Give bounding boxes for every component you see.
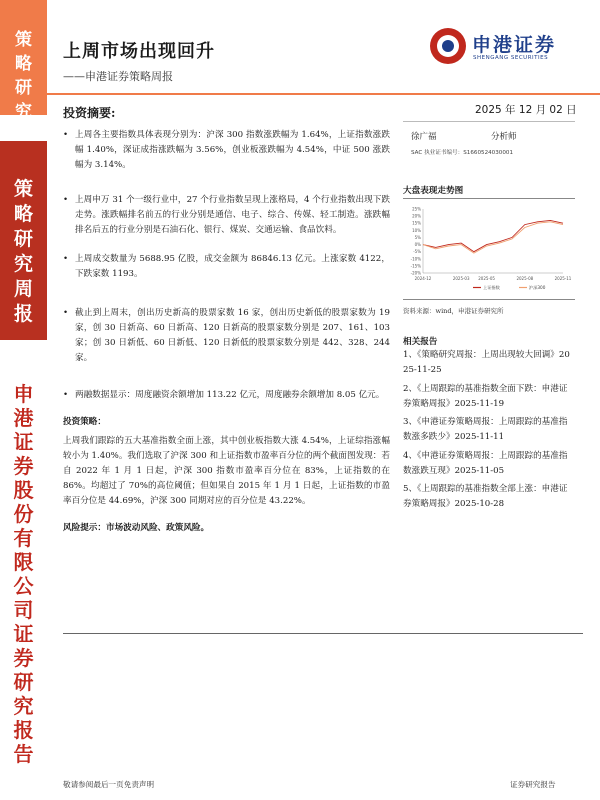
- market-chart: [403, 203, 575, 295]
- sidebar-char: 告: [13, 742, 34, 766]
- y-tick-label: 5%: [414, 234, 421, 240]
- related-reports-list: [403, 348, 575, 516]
- y-tick-label: 25%: [412, 206, 421, 212]
- chart-top-rule: [403, 198, 575, 199]
- sidebar-char: 股: [13, 478, 34, 502]
- abstract-bullet: • 上周各主要指数具体表现分别为：沪深 300 指数涨跌幅为 1.64%，上证指数涨跌幅 1.40%，深证成指涨跌幅为 3.56%，创业板涨跌幅为 4.54%，中证 500 涨跌幅为 3.14%。: [63, 128, 390, 173]
- y-tick-label: 15%: [412, 220, 421, 226]
- abstract-bullet: • 上周成交数量为 5688.95 亿股，成交金额为 86846.13 亿元。上涨家数 4122，下跌家数 1193。: [63, 252, 390, 282]
- sidebar-char: 有: [13, 526, 34, 550]
- report-title: 上周市场出现回升: [63, 41, 215, 62]
- y-tick-label: 10%: [412, 227, 421, 233]
- abstract-title: 投资摘要:: [63, 106, 116, 120]
- header-divider: [47, 93, 600, 95]
- abstract-bullet: • 截止到上周末，创出历史新高的股票家数 16 家，创出历史新低的股票家数为 19 家，创 30 日新高、60 日新高、120 日新高的股票家数分别是 207、161、103 家；创 30 日新低、60 日新低、120 日新低的股票家数分别是 442、328、244 家。: [63, 306, 390, 366]
- analyst-role: 分析师: [491, 132, 517, 142]
- logo-name: 申港证券: [472, 34, 557, 56]
- sidebar-char: 略: [15, 54, 32, 74]
- y-tick-label: 0%: [414, 242, 421, 248]
- disclaimer-note: 敬请参阅最后一页免责声明: [63, 780, 155, 789]
- sidebar-char: 研: [15, 78, 32, 98]
- sidebar-char: 证: [13, 430, 34, 454]
- logo-mark-icon: [430, 28, 466, 64]
- y-tick-label: -5%: [413, 249, 421, 255]
- abstract-body: [63, 128, 390, 536]
- company-logo: [430, 26, 578, 70]
- x-tick-label: 2025-11: [554, 276, 572, 281]
- y-tick-label: -15%: [410, 263, 421, 269]
- sidebar-char: 策: [13, 178, 33, 200]
- sidebar-char: 策: [15, 30, 32, 50]
- analyst-name: 徐广福: [411, 132, 437, 142]
- related-report-item[interactable]: 1、《策略研究周报：上周出现较大回调》2025-11-25: [403, 350, 570, 375]
- series-line: [423, 222, 563, 253]
- sidebar-block-strategy-research: [0, 0, 47, 122]
- sidebar-char: 究: [15, 102, 32, 122]
- related-report-item[interactable]: 4、《申港证券策略周报：上周跟踪的基准指数涨跌互现》2025-11-05: [403, 450, 568, 476]
- sidebar-char: 申: [13, 382, 34, 406]
- logo-english-name: SHENGANG SECURITIES: [473, 55, 549, 61]
- related-report-item[interactable]: 2、《上周跟踪的基准指数全面下跌：申港证券策略周报》2025-11-19: [403, 383, 568, 409]
- sidebar-char: 周: [13, 278, 33, 300]
- sidebar-char: 报: [13, 718, 34, 742]
- chart-bottom-rule: [403, 299, 575, 300]
- sidebar-char: 研: [13, 670, 34, 694]
- strategy-paragraph: 上周我们跟踪的五大基准指数全面上涨，其中创业板指数大涨 4.54%，上证综指涨幅较小为 1.40%。我们选取了沪深 300 和上证指数市盈率百分位的两个截面图发现：若自 2022 年 1 月 1 日起，沪深 300 指数市盈率百分位在 83%，上证指数的在 86%。均超过了 70%的高位阈值；但如果自 2015 年 1 月 1 日起，上证指数的市盈率百分位是 44.69%，沪深 300 同期对应的百分位是 43.22%。: [63, 436, 390, 506]
- related-report-item[interactable]: 3、《申港证券策略周报：上周跟踪的基准指数涨多跌少》2025-11-11: [403, 417, 568, 442]
- sidebar-block-strategy-weekly: [0, 141, 47, 340]
- sidebar-char: 究: [13, 253, 33, 275]
- chart-title: 大盘表现走势图: [403, 186, 464, 196]
- date-divider: [403, 121, 575, 122]
- sidebar-char: 研: [13, 228, 33, 250]
- x-tick-label: 2025-03: [452, 276, 470, 281]
- market-chart-svg: [403, 203, 575, 295]
- sidebar-char: 公: [13, 574, 34, 598]
- related-report-item[interactable]: 5、《上周跟踪的基准指数全部上涨：申港证券策略周报》2025-10-28: [403, 484, 568, 509]
- sidebar-char: 司: [13, 598, 34, 622]
- abstract-bullet: • 两融数据显示：周度融资余额增加 113.22 亿元，周度融券余额增加 8.05 亿元。: [63, 388, 390, 403]
- sidebar-char: 限: [13, 550, 34, 574]
- bottom-divider: [63, 633, 583, 634]
- report-date: 2025 年 12 月 02 日: [475, 104, 577, 116]
- sidebar-char: 港: [13, 406, 34, 430]
- sidebar-block-company: [0, 368, 47, 768]
- footer-report-type: 证券研究报告: [510, 780, 556, 789]
- sidebar-char: 究: [13, 694, 34, 718]
- x-tick-label: 2024-12: [414, 276, 432, 281]
- related-reports-title: 相关报告: [403, 337, 438, 347]
- report-subtitle: ——申港证券策略周报: [63, 70, 173, 83]
- sidebar-char: 报: [13, 303, 33, 325]
- x-tick-label: 2025-05: [478, 276, 495, 281]
- sac-certificate: SAC 执业证书编号：S1660524030001: [411, 150, 514, 156]
- sidebar-char: 略: [13, 203, 33, 225]
- risk-warning: 风险提示：市场波动风险、政策风险。: [63, 523, 210, 533]
- x-tick-label: 2025-08: [516, 276, 534, 281]
- abstract-bullet: • 上周申万 31 个一级行业中，27 个行业指数呈现上涨格局，4 个行业指数出现下跌走势。涨跌幅排名前五的行业分别是通信、电子、综合、传媒、轻工制造。涨跌幅排名后五的行业分别是石油石化、银行、煤炭、交通运输、食品饮料。: [63, 193, 390, 238]
- sidebar-char: 证: [13, 622, 34, 646]
- sidebar-char: 券: [13, 454, 34, 478]
- legend-label: 沪深300: [529, 285, 546, 290]
- legend-label: 上证指数: [483, 285, 500, 290]
- sidebar-char: 份: [13, 502, 34, 526]
- sidebar-char: 券: [13, 646, 34, 670]
- y-tick-label: 20%: [412, 213, 421, 219]
- strategy-title: 投资策略：: [63, 417, 106, 427]
- y-tick-label: -20%: [410, 270, 421, 276]
- y-tick-label: -10%: [410, 256, 421, 262]
- chart-source: 资料来源：wind，申港证券研究所: [403, 307, 504, 315]
